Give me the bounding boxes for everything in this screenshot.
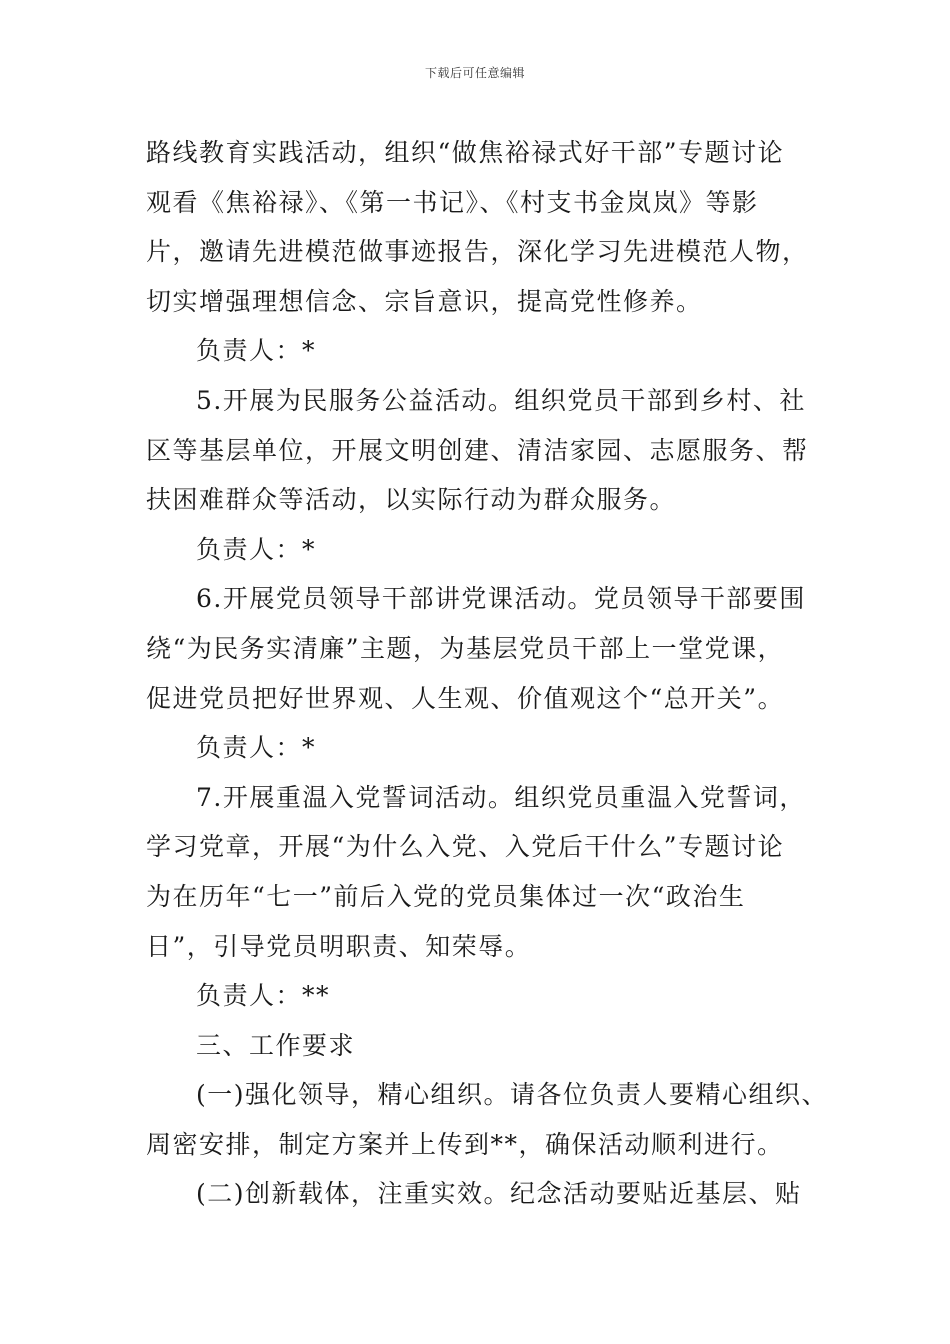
responsible-person-line: 负责人：*: [196, 733, 317, 763]
paragraph-line: 学习党章，开展“为什么入党、入党后干什么”专题讨论: [146, 832, 785, 862]
section-heading: 三、工作要求: [196, 1030, 356, 1060]
item-6-heading-line: 6.开展党员领导干部讲党课活动。党员领导干部要围: [196, 584, 806, 614]
requirement-2-line: (二)创新载体，注重实效。纪念活动要贴近基层、贴: [196, 1179, 802, 1209]
paragraph-line: 路线教育实践活动，组织“做焦裕禄式好干部”专题讨论: [146, 138, 785, 167]
paragraph-line: 区等基层单位，开展文明创建、清洁家园、志愿服务、帮: [146, 435, 809, 465]
requirement-1-line: (一)强化领导，精心组织。请各位负责人要精心组织、: [196, 1080, 829, 1110]
paragraph-line: 促进党员把好世界观、人生观、价值观这个“总开关”。: [146, 683, 785, 713]
paragraph-line: 绕“为民务实清廉”主题，为基层党员干部上一堂党课，: [146, 633, 785, 663]
paragraph-line: 切实增强理想信念、宗旨意识，提高党性修养。: [146, 286, 703, 316]
responsible-person-line: 负责人：*: [196, 336, 317, 366]
paragraph-line: 日”，引导党员明职责、知荣辱。: [146, 931, 532, 961]
paragraph-line: 为在历年“七一”前后入党的党员集体过一次“政治生: [146, 881, 746, 911]
document-body: [146, 128, 829, 1219]
paragraph-line: 扶困难群众等活动，以实际行动为群众服务。: [146, 485, 677, 515]
item-5-heading-line: 5.开展为民服务公益活动。组织党员干部到乡村、社: [196, 385, 806, 415]
page-header: 下载后可任意编辑: [424, 66, 525, 80]
responsible-person-line: 负责人：**: [196, 981, 331, 1011]
paragraph-line: 周密安排，制定方案并上传到**，确保活动顺利进行。: [146, 1129, 784, 1159]
paragraph-line: 片，邀请先进模范做事迹报告，深化学习先进模范人物，: [146, 237, 809, 267]
paragraph-line: 观看《焦裕禄》、《第一书记》、《村支书金岚岚》等影: [146, 187, 759, 217]
item-7-heading-line: 7.开展重温入党誓词活动。组织党员重温入党誓词，: [196, 782, 806, 812]
responsible-person-line: 负责人：*: [196, 534, 317, 564]
